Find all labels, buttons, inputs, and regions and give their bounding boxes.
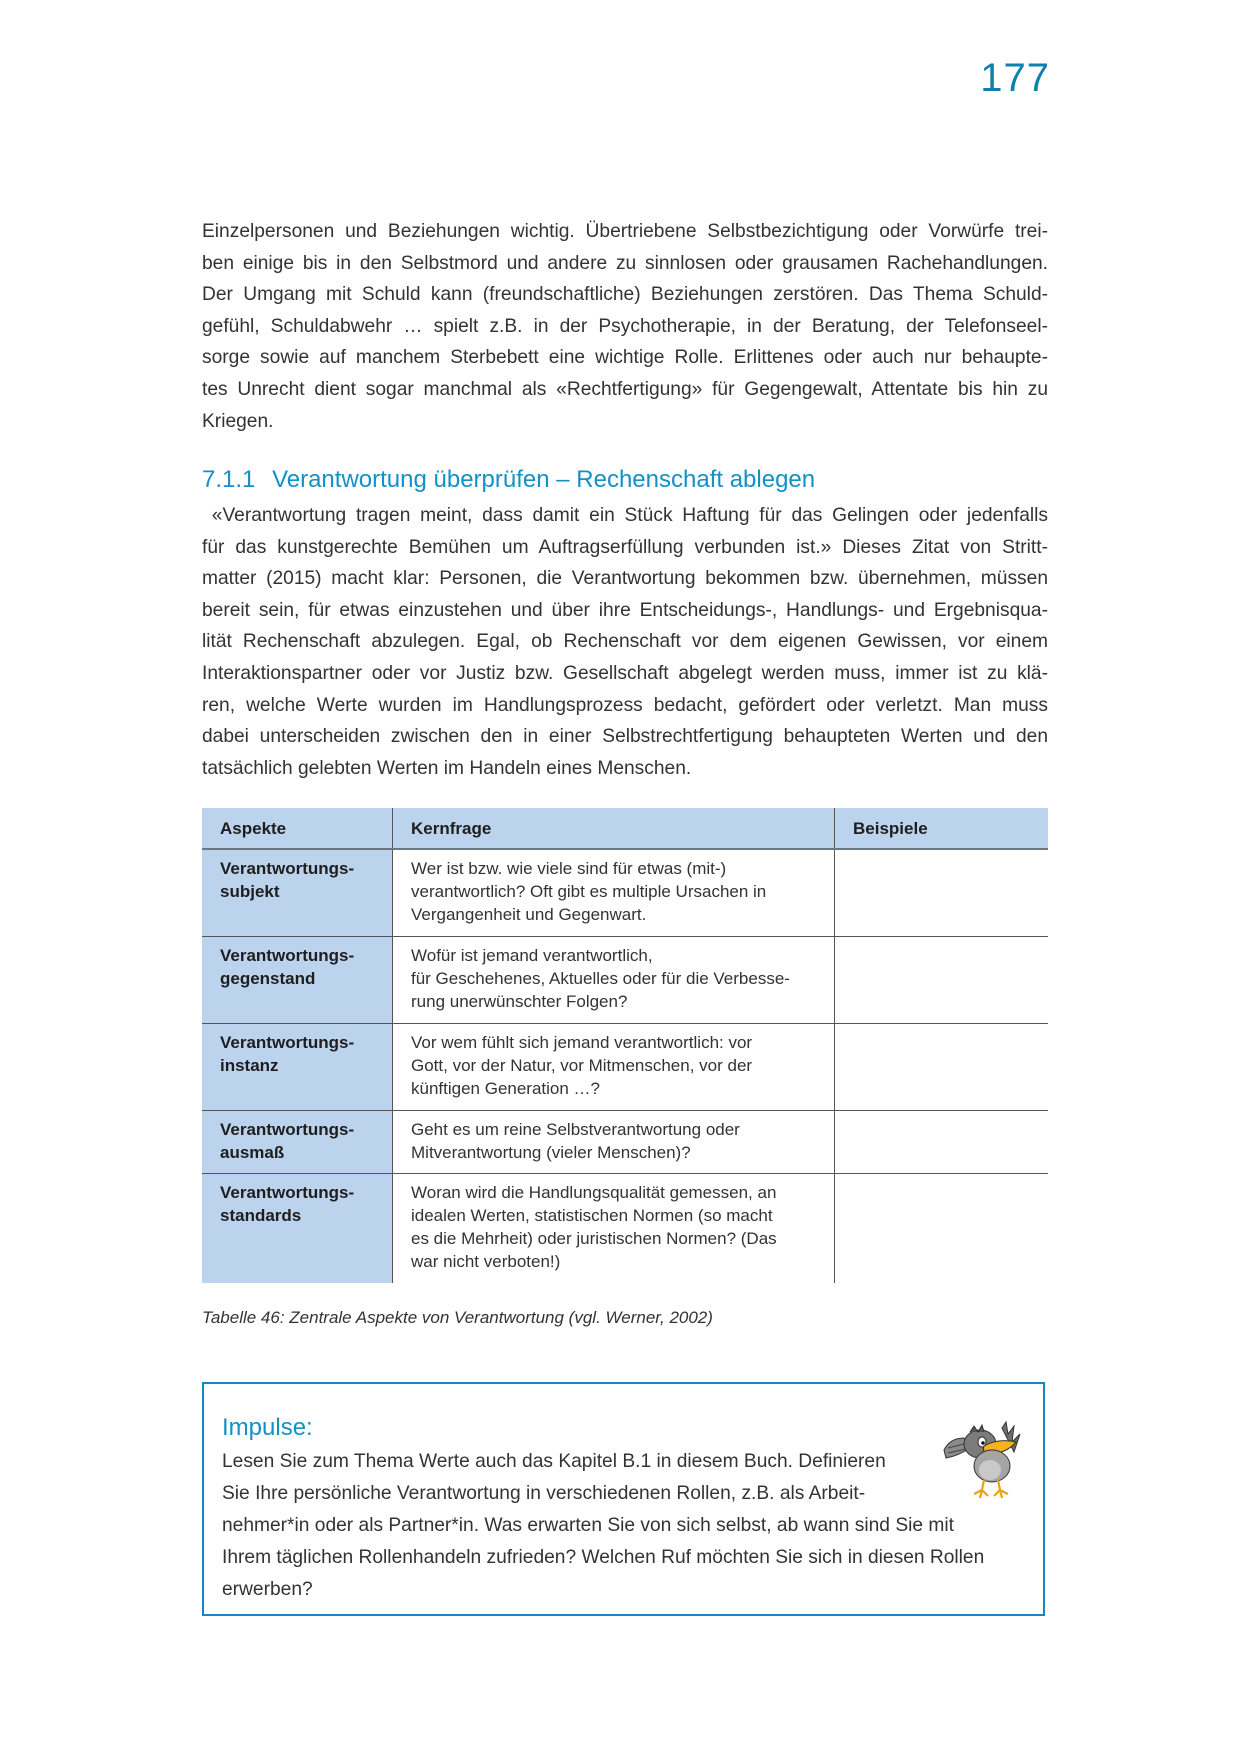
question-cell [393, 1173, 835, 1283]
text-line: gefühl, Schuldabwehr … spielt z.B. in der Psychotherapie, in der Beratung, der Telefonseel- [202, 315, 1048, 337]
question-text: rung unerwünschter Folgen? [411, 991, 628, 1011]
section-paragraph [202, 500, 1048, 784]
aspect-cell [202, 936, 393, 1023]
text-line: matter (2015) macht klar: Personen, die Verantwortung bekommen bzw. übernehmen, müssen [202, 568, 1048, 590]
question-text: Woran wird die Handlungsqualität gemessen, an [411, 1182, 777, 1202]
text-line: bereit sein, für etwas einzustehen und über ihre Entscheidungs-, Handlungs- und Ergebnisqua- [202, 599, 1048, 621]
text-line: Interaktionspartner oder vor Justiz bzw. Gesellschaft abgelegt werden muss, immer ist zu klä- [202, 662, 1048, 684]
text-line: Kriegen. [202, 410, 274, 432]
example-cell [835, 849, 1049, 936]
text-line: Der Umgang mit Schuld kann (freundschaftliche) Beziehungen zerstören. Das Thema Schuld- [202, 284, 1048, 306]
text-line: ben einige bis in den Selbstmord und andere zu sinnlosen oder grausamen Rachehandlungen. [202, 252, 1048, 274]
table-row [202, 1110, 1048, 1173]
text-line: ren, welche Werte wurden im Handlungsprozess bedacht, gefördert oder verletzt. Man muss [202, 694, 1048, 716]
example-cell [835, 1110, 1049, 1173]
table-row [202, 849, 1048, 936]
intro-paragraph [202, 216, 1048, 437]
text-line: sorge sowie auf manchem Sterbebett eine wichtige Rolle. Erlittenes oder auch nur behaupte- [202, 347, 1048, 369]
question-text: Gott, vor der Natur, vor Mitmenschen, vor der [411, 1055, 753, 1075]
question-text: für Geschehenes, Aktuelles oder für die Verbesse- [411, 968, 790, 988]
column-header-beispiele: Beispiele [835, 808, 1049, 849]
text-line: dabei unterscheiden zwischen den in einer Selbstrechtfertigung behaupteten Werten und den [202, 726, 1048, 748]
question-text: Wer ist bzw. wie viele sind für etwas (mit-) [411, 859, 727, 878]
aspect-text: Verantwortungs- [220, 945, 355, 965]
text-line: Einzelpersonen und Beziehungen wichtig. Übertriebene Selbstbezichtigung oder Vorwürfe trei- [202, 221, 1048, 242]
example-cell [835, 1173, 1049, 1283]
question-cell [393, 849, 835, 936]
aspect-text: gegenstand [220, 968, 316, 988]
text-line: Ihrem täglichen Rollenhandeln zufrieden? Welchen Ruf möchten Sie sich in diesen Rollen [222, 1547, 985, 1568]
question-cell [393, 1023, 835, 1110]
text-line: tes Unrecht dient sogar manchmal als «Rechtfertigung» für Gegengewalt, Attentate bis hin zu [202, 378, 1048, 400]
text-line: Lesen Sie zum Thema Werte auch das Kapitel B.1 in diesem Buch. Definieren [222, 1451, 886, 1472]
impulse-title: Impulse: [222, 1414, 313, 1441]
question-text: verantwortlich? Oft gibt es multiple Ursachen in [411, 882, 767, 901]
impulse-text [222, 1446, 984, 1606]
question-cell [393, 1110, 835, 1173]
impulse-box [202, 1382, 1045, 1616]
section-title: Verantwortung überprüfen – Rechenschaft ablegen [272, 466, 816, 493]
aspect-cell [202, 1173, 393, 1283]
section-number: 7.1.1 [202, 466, 256, 493]
column-header-kernfrage: Kernfrage [393, 808, 835, 849]
text-line: für das kunstgerechte Bemühen um Auftragserfüllung verbunden ist.» Dieses Zitat von Stritt- [202, 536, 1048, 558]
question-text: es die Mehrheit) oder juristischen Normen? (Das [411, 1228, 777, 1248]
aspect-text: subjekt [220, 882, 280, 901]
text-line: tatsächlich gelebten Werten im Handeln eines Menschen. [202, 757, 692, 779]
aspect-text: Verantwortungs- [220, 1032, 355, 1052]
text-line: lität Rechenschaft abzulegen. Egal, ob Rechenschaft vor dem eigenen Gewissen, vor einem [202, 631, 1048, 653]
column-header-aspekte: Aspekte [202, 808, 393, 849]
question-text: Vergangenheit und Gegenwart. [411, 905, 647, 924]
table-row [202, 936, 1048, 1023]
question-text: Mitverantwortung (vieler Menschen)? [411, 1142, 691, 1162]
aspect-cell [202, 1110, 393, 1173]
aspect-text: Verantwortungs- [220, 1182, 355, 1202]
question-text: Wofür ist jemand verantwortlich, [411, 945, 653, 965]
table-row [202, 1173, 1048, 1283]
table-row [202, 1023, 1048, 1110]
example-cell [835, 1023, 1049, 1110]
question-text: künftigen Generation …? [411, 1078, 601, 1098]
aspect-text: Verantwortungs- [220, 1119, 355, 1139]
text-line: Sie Ihre persönliche Verantwortung in verschiedenen Rollen, z.B. als Arbeit- [222, 1483, 866, 1504]
table-caption: Tabelle 46: Zentrale Aspekte von Verantwortung (vgl. Werner, 2002) [202, 1308, 713, 1327]
aspect-cell [202, 1023, 393, 1110]
page-number: 177 [980, 56, 1050, 100]
aspects-table [202, 808, 1048, 1283]
question-text: idealen Werten, statistischen Normen (so macht [411, 1205, 773, 1225]
aspect-text: ausmaß [220, 1142, 285, 1162]
question-cell [393, 936, 835, 1023]
text-line: erwerben? [222, 1579, 313, 1600]
aspect-cell [202, 849, 393, 936]
aspect-text: standards [220, 1205, 302, 1225]
question-text: Vor wem fühlt sich jemand verantwortlich: vor [411, 1032, 753, 1052]
raven-mascot-icon [936, 1420, 1026, 1500]
question-text: war nicht verboten!) [411, 1251, 561, 1271]
text-line: «Verantwortung tragen meint, dass damit ein Stück Haftung für das Gelingen oder jedenfalls [202, 505, 1048, 526]
section-heading [202, 466, 815, 494]
aspect-text: Verantwortungs- [220, 859, 355, 878]
text-line: nehmer*in oder als Partner*in. Was erwarten Sie von sich selbst, ab wann sind Sie mit [222, 1515, 954, 1536]
table-header-row [202, 808, 1048, 849]
aspect-text: instanz [220, 1055, 279, 1075]
example-cell [835, 936, 1049, 1023]
question-text: Geht es um reine Selbstverantwortung oder [411, 1119, 740, 1139]
